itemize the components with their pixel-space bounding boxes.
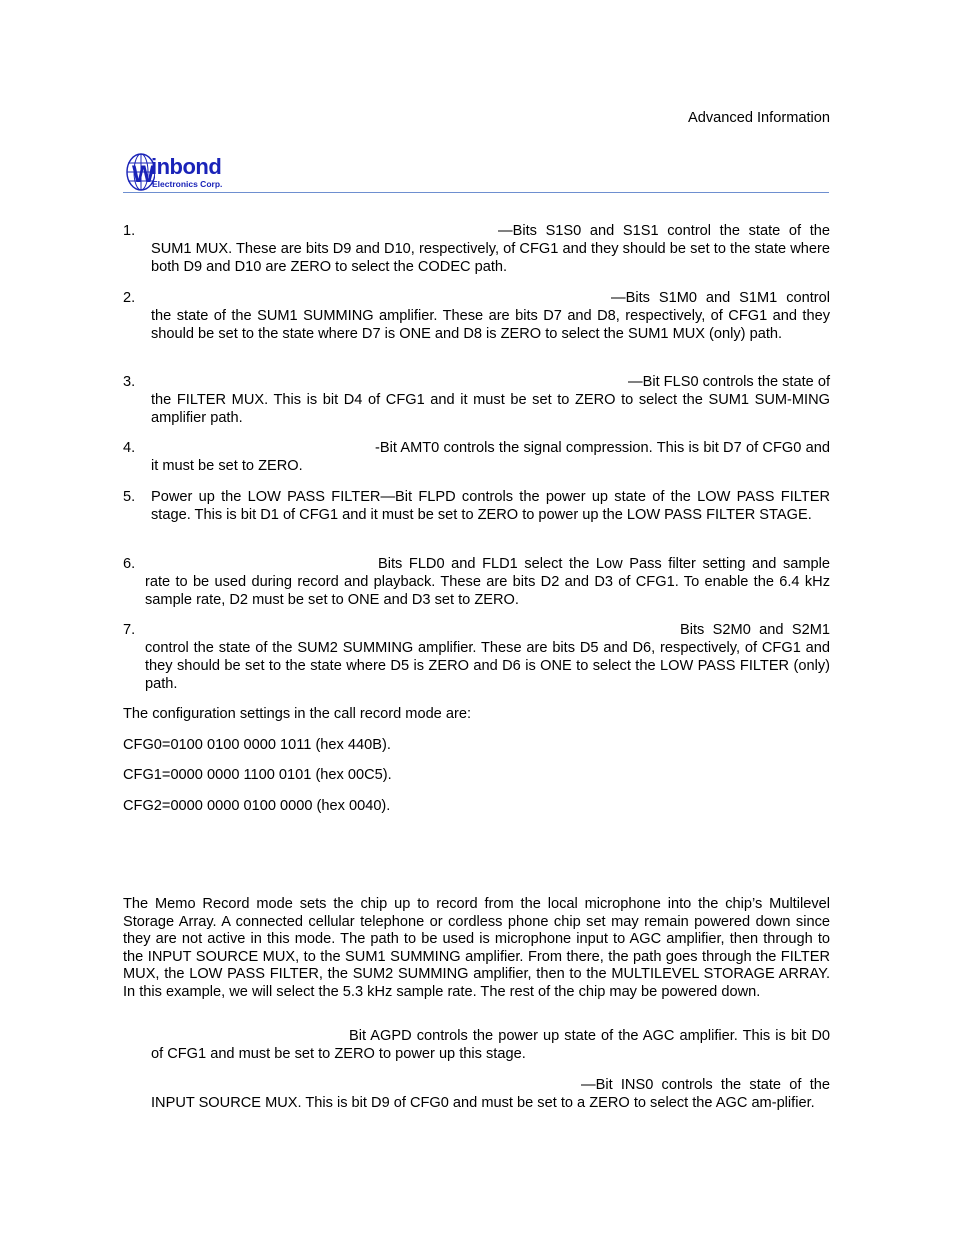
list-number: 7. xyxy=(123,622,136,638)
list-item-text-rest: SUM1 MUX. These are bits D9 and D10, respectively, of CFG1 and they should be set to the state where both D9 and D10 are ZERO to select the CODEC path. xyxy=(151,241,830,275)
config-intro: The configuration settings in the call record mode are: xyxy=(123,706,472,722)
memo-record-paragraph: The Memo Record mode sets the chip up to record from the local microphone into the chip’s Multilevel Storage Array. A connected cellular telephone or cordless phone chip set may remain powered down since they are not active in this mode. The path to be used is microphone input to AGC amplifier, then through to the INPUT SOURCE MUX, to the SUM1 SUMMING amplifier. From there, the path goes through the FILTER MUX, the LOW PASS FILTER, the SUM2 SUMMING amplifier, then to the MULTILEVEL STORAGE ARRAY. In this example, we will select the 5.3 kHz sample rate. The rest of the chip may be powered down. xyxy=(123,896,830,1000)
list-item xyxy=(123,289,830,343)
header-divider xyxy=(123,192,829,193)
list-item-text-first: -Bit AMT0 controls the signal compression. This is bit D7 of CFG0 xyxy=(375,440,802,456)
list-number: 6. xyxy=(123,556,136,572)
list-item-text-rest: Power up the LOW PASS FILTER—Bit FLPD controls the power up state of the LOW PASS FILTER stage. This is bit D1 of CFG1 and it must be set to ZERO to power up the LOW PASS FILTER STAGE. xyxy=(151,489,830,523)
list-item-text-rest: rate to be used during record and playback. These are bits D2 and D3 of CFG1. To enable the 6.4 kHz sample rate, D2 must be set to ONE and D3 set to ZERO. xyxy=(145,574,830,608)
list-item xyxy=(123,555,830,609)
memo-step-text-first: Bit AGPD controls the power up state of the AGC amplifier. This is bit xyxy=(349,1028,807,1044)
list-number: 5. xyxy=(123,489,136,505)
list-item-text-first: —Bits S1M0 and S1M1 control xyxy=(611,290,830,306)
memo-step xyxy=(123,1076,830,1112)
list-number: 1. xyxy=(123,223,136,239)
winbond-logo xyxy=(125,152,255,194)
list-item xyxy=(123,439,830,475)
memo-step xyxy=(123,1027,830,1063)
list-item xyxy=(123,222,830,276)
list-number: 4. xyxy=(123,440,136,456)
list-item xyxy=(123,488,830,524)
config-cfg2: CFG2=0000 0000 0100 0000 (hex 0040). xyxy=(123,798,391,814)
memo-step-text-rest: D0 of CFG1 and must be set to ZERO to power up this stage. xyxy=(151,1028,830,1062)
list-item-text-rest: and it must be set to ZERO. xyxy=(151,440,830,474)
list-item-text-rest: control the state of the SUM2 SUMMING amplifier. These are bits D5 and D6, respectively, of CFG1 and they should be set to the state where D5 is ZERO and D6 is ONE to select the LOW PASS FILTER (only) path. xyxy=(145,640,830,692)
config-cfg0: CFG0=0100 0100 0000 1011 (hex 440B). xyxy=(123,737,391,753)
logo-wordmark: inbond xyxy=(151,154,222,179)
list-item xyxy=(123,621,830,693)
list-item-text-first: Bits S2M0 and S2M1 xyxy=(680,622,830,638)
svg-text:W: W xyxy=(132,161,155,188)
advanced-information-label: Advanced Information xyxy=(688,110,830,126)
logo-subtitle: Electronics Corp. xyxy=(152,179,223,189)
list-item xyxy=(123,373,830,427)
list-item-text-rest: of the FILTER MUX. This is bit D4 of CFG1 and it must be set to ZERO to select the SUM1 SUM-MING amplifier path. xyxy=(151,374,830,426)
list-number: 3. xyxy=(123,374,136,390)
memo-step-text-first: —Bit INS0 controls the state of the xyxy=(581,1077,830,1093)
memo-step-text-rest: INPUT SOURCE MUX. This is bit D9 of CFG0 and must be set to a ZERO to select the AGC am-plifier. xyxy=(151,1095,815,1111)
list-number: 2. xyxy=(123,290,136,306)
config-cfg1: CFG1=0000 0000 1100 0101 (hex 00C5). xyxy=(123,767,392,783)
list-item-text-first: —Bit FLS0 controls the state xyxy=(628,374,814,390)
list-item-text-first: —Bits S1S0 and S1S1 control the state of the xyxy=(498,223,830,239)
list-item-text-rest: the state of the SUM1 SUMMING amplifier. These are bits D7 and D8, respectively, of CFG1 and they should be set to the state where D7 is ONE and D8 is ZERO to select the SUM1 MUX (only) path. xyxy=(151,308,830,342)
list-item-text-first: Bits FLD0 and FLD1 select the Low Pass filter setting and sample xyxy=(378,556,830,572)
